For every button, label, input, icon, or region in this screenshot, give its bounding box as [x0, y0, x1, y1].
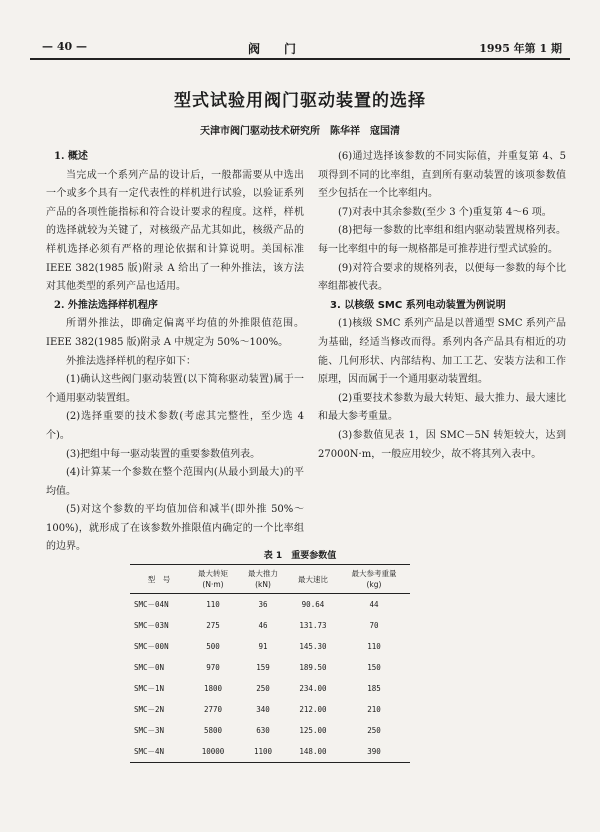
cell-ratio: 131.73 — [299, 621, 327, 630]
right-column — [318, 148, 566, 464]
cell-thrust: 46 — [258, 621, 268, 630]
page-number: — 40 — — [42, 40, 87, 53]
cell-thrust: 630 — [256, 726, 270, 735]
header-weight: 最大参考重量 (kg) — [338, 565, 410, 594]
cell-torque: 110 — [206, 600, 220, 609]
paragraph: 外推法选择样机的程序如下： — [66, 355, 196, 367]
cell-weight: 210 — [367, 705, 381, 714]
cell-weight: 110 — [367, 642, 381, 651]
journal-name: 阀 门 — [248, 42, 297, 56]
section-heading-2: 2. 外推法选择样机程序 — [54, 299, 158, 311]
cell-model: SMC－4N — [134, 747, 165, 756]
article-authors: 天津市阀门驱动技术研究所 陈华祥 寇国清 — [200, 126, 400, 137]
section-heading-3: 3. 以核级 SMC 系列电动装置为例说明 — [330, 299, 506, 311]
cell-ratio: 145.30 — [299, 642, 327, 651]
cell-ratio: 189.50 — [299, 663, 327, 672]
cell-torque: 1800 — [203, 684, 223, 693]
cell-thrust: 91 — [258, 642, 268, 651]
cell-ratio: 234.00 — [299, 684, 327, 693]
paragraph: 所谓外推法，即确定偏离平均值的外推限值范围。IEEE 382(1985 版)附录 A 中规定为 50%～100%。 — [46, 318, 304, 348]
header-model: 型 号 — [130, 565, 188, 594]
cell-model: SMC－3N — [134, 726, 165, 735]
cell-torque: 500 — [206, 642, 220, 651]
header-thrust: 最大推力 (kN) — [238, 565, 288, 594]
cell-ratio: 125.00 — [299, 726, 327, 735]
table-row — [130, 594, 410, 616]
procedure-step: (2)选择重要的技术参数(考虑其完整性，至少选 4 个)。 — [46, 411, 304, 441]
procedure-step: (1)确认这些阀门驱动装置(以下简称驱动装置)属于一个通用驱动装置组。 — [46, 374, 304, 404]
cell-thrust: 340 — [256, 705, 270, 714]
cell-model: SMC－03N — [134, 621, 169, 630]
procedure-step: (4)计算某一个参数在整个范围内(从最小到最大)的平均值。 — [46, 467, 304, 497]
cell-model: SMC－1N — [134, 684, 165, 693]
table-row — [130, 615, 410, 636]
cell-torque: 10000 — [201, 747, 225, 756]
paragraph: (1)核级 SMC 系列产品是以普通型 SMC 系列产品为基础，经适当修改而得。系列内各产品具有相近的功能、几何形状、内部结构、加工工艺、安装方法和工作原理，因而属于一个通用驱动装置组。 — [318, 318, 566, 386]
cell-thrust: 250 — [256, 684, 270, 693]
header-rule — [30, 58, 570, 60]
cell-torque: 2770 — [203, 705, 223, 714]
procedure-step: (3)把组中每一驱动装置的重要参数值列表。 — [66, 448, 261, 460]
cell-weight: 44 — [369, 600, 379, 609]
cell-thrust: 1100 — [253, 747, 272, 756]
table-row — [130, 678, 410, 699]
cell-weight: 185 — [367, 684, 381, 693]
paragraph: (2)重要技术参数为最大转矩、最大推力、最大速比和最大参考重量。 — [318, 392, 566, 423]
table-row — [130, 636, 410, 657]
table-row — [130, 657, 410, 678]
table-row — [130, 720, 410, 741]
cell-ratio: 148.00 — [299, 747, 327, 756]
left-column — [46, 148, 304, 557]
cell-torque: 275 — [206, 621, 220, 630]
cell-ratio: 90.64 — [301, 600, 325, 609]
cell-weight: 70 — [369, 621, 379, 630]
procedure-step: (6)通过选择该参数的不同实际值，并重复第 4、5 项得到不同的比率组，直到所有驱动装置的该项参数值至少包括在一个比率组内。 — [318, 151, 566, 200]
cell-weight: 250 — [367, 726, 381, 735]
cell-ratio: 212.00 — [299, 705, 327, 714]
cell-thrust: 159 — [256, 663, 270, 672]
paragraph: 当完成一个系列产品的设计后，一般都需要从中选出一个或多个具有一定代表性的样机进行试验，以验证系列产品的各项性能指标和符合设计要求的程度。这样，样机的选择就较为关键了，对核级产品尤其如此，核级产品的样机选择必须有严格的理论依据和计算说明。美国标准 IEEE 382(1985 版)附录 A 给出了一种外推法，该方法对其他类型的系列产品也适用。 — [46, 169, 304, 293]
table-row — [130, 699, 410, 720]
cell-model: SMC－0N — [134, 663, 165, 672]
table-header-row — [130, 565, 410, 594]
cell-weight: 150 — [367, 663, 381, 672]
table-caption: 表 1 重要参数值 — [263, 551, 337, 561]
cell-model: SMC－2N — [134, 705, 165, 714]
header-torque: 最大转矩 (N·m) — [188, 565, 238, 594]
cell-torque: 970 — [206, 663, 220, 672]
procedure-step: (9)对符合要求的规格列表，以便每一参数的每个比率组都被代表。 — [318, 262, 566, 293]
cell-torque: 5800 — [203, 726, 223, 735]
cell-weight: 390 — [367, 747, 381, 756]
issue-label: 1995 年第 1 期 — [479, 42, 562, 55]
table-row — [130, 741, 410, 763]
paragraph: (3)参数值见表 1，因 SMC－5N 转矩较大，达到 27000N·m，一般应用较少，故不将其列入表中。 — [318, 429, 566, 460]
procedure-step: (5)对这个参数的平均值加倍和减半(即外推 50%～100%)，就形成了在该参数外推限值内确定的一个比率组的边界。 — [46, 504, 304, 553]
cell-model: SMC－04N — [134, 600, 169, 609]
article-title: 型式试验用阀门驱动装置的选择 — [174, 91, 426, 111]
procedure-step: (8)把每一参数的比率组和组内驱动装置规格列表。每一比率组中的每一规格都是可推荐进行型式试验的。 — [318, 225, 566, 255]
cell-model: SMC－00N — [134, 642, 169, 651]
procedure-step: (7)对表中其余参数(至少 3 个)重复第 4～6 项。 — [338, 206, 552, 218]
section-heading-1: 1. 概述 — [54, 151, 88, 162]
header-ratio: 最大速比 — [288, 565, 338, 594]
parameter-table — [130, 564, 410, 763]
cell-thrust: 36 — [258, 600, 268, 609]
